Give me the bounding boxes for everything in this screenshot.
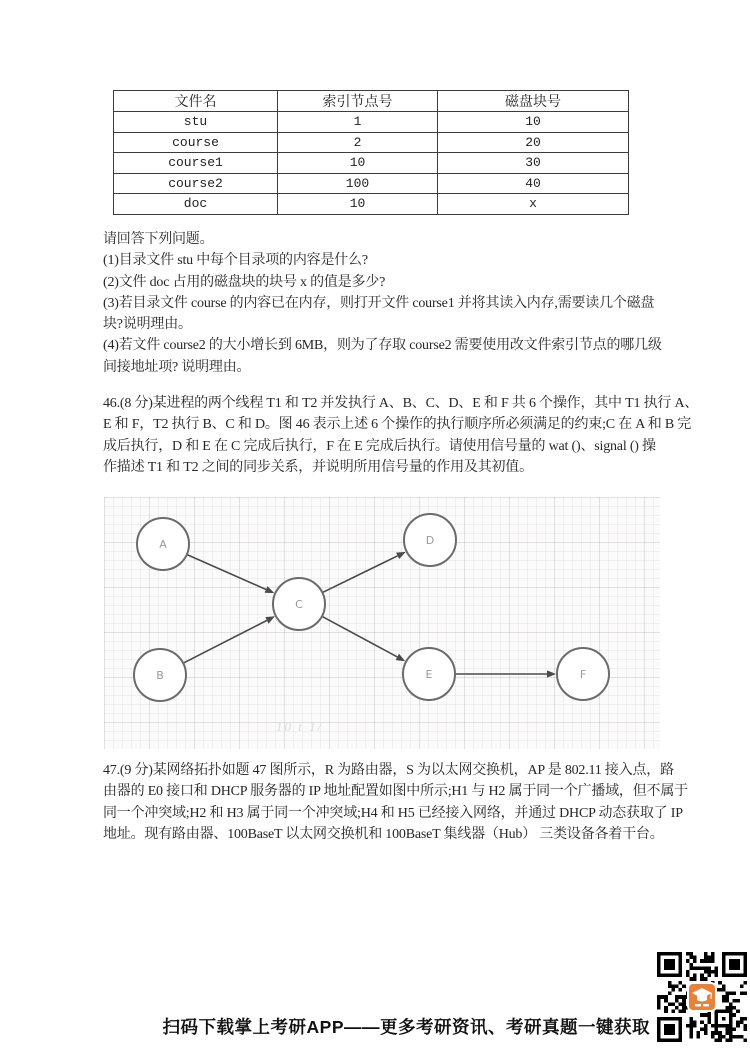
qr-module — [700, 974, 704, 978]
qr-module — [740, 992, 744, 996]
qr-module — [697, 1035, 701, 1039]
qr-module — [704, 952, 708, 956]
column-header-filename: 文件名 — [114, 91, 278, 112]
qr-module — [689, 1031, 693, 1035]
table-cell: 20 — [438, 132, 629, 153]
qr-module — [743, 1038, 747, 1042]
table-cell: course — [114, 132, 278, 153]
qr-module — [729, 1002, 733, 1006]
qr-module — [675, 999, 679, 1003]
qr-module — [689, 1017, 693, 1021]
qr-module — [671, 988, 675, 992]
qr-module — [715, 1028, 719, 1032]
file-index-table — [113, 90, 629, 215]
table-row — [114, 153, 629, 174]
scan-artifact-text: 10 t 1/ — [276, 719, 324, 734]
qr-module — [718, 1035, 722, 1039]
qr-module — [707, 966, 711, 970]
figure-46-precedence-graph — [104, 497, 660, 749]
node-label-C: C — [295, 598, 303, 611]
qr-module — [657, 1006, 661, 1010]
qr-module — [679, 995, 683, 999]
qr-module — [682, 1006, 686, 1010]
table-cell: x — [438, 194, 629, 215]
qr-module — [715, 974, 719, 978]
edge-C-D — [322, 556, 397, 593]
question-47-paragraph — [103, 760, 688, 845]
qr-module — [743, 1024, 747, 1028]
qr-module — [689, 1035, 693, 1039]
qr-module — [657, 1002, 661, 1006]
qr-module — [715, 1031, 719, 1035]
qr-module — [707, 974, 711, 978]
table-cell: stu — [114, 112, 278, 133]
qr-module — [718, 981, 722, 985]
qr-module — [686, 1024, 690, 1028]
qr-module — [707, 956, 711, 960]
qr-module — [697, 966, 701, 970]
qr-module — [664, 1010, 668, 1014]
qr-module — [722, 988, 726, 992]
text-line: 块?说明理由。 — [103, 317, 192, 333]
qr-module — [722, 984, 726, 988]
qr-module — [693, 974, 697, 978]
qr-module — [707, 1020, 711, 1024]
qr-module — [715, 1038, 719, 1042]
qr-module — [657, 995, 661, 999]
qr-module — [715, 970, 719, 974]
qr-module — [740, 1017, 744, 1021]
qr-module — [707, 970, 711, 974]
edge-C-E — [322, 616, 397, 657]
qr-module — [700, 1020, 704, 1024]
node-label-D: D — [425, 534, 435, 547]
table-row — [114, 132, 629, 153]
table-cell: 40 — [438, 173, 629, 194]
qr-module — [689, 1024, 693, 1028]
qr-module — [733, 1028, 737, 1032]
qr-module — [704, 1028, 708, 1032]
qr-module — [700, 977, 704, 981]
qr-module — [664, 995, 668, 999]
qr-module — [668, 984, 672, 988]
qr-module — [664, 999, 668, 1003]
qr-module — [715, 966, 719, 970]
qr-module — [729, 992, 733, 996]
node-label-E: E — [425, 668, 433, 681]
qr-module — [725, 999, 729, 1003]
qr-center-logo — [687, 982, 717, 1012]
qr-module — [686, 974, 690, 978]
graduation-cap-icon — [690, 985, 714, 1009]
qr-module — [682, 1002, 686, 1006]
qr-module — [736, 999, 740, 1003]
qr-module — [689, 956, 693, 960]
qr-module — [664, 1006, 668, 1010]
qr-module — [689, 977, 693, 981]
arrowhead-A-C — [265, 586, 275, 593]
qr-module — [704, 1031, 708, 1035]
qr-module — [704, 966, 708, 970]
qr-module — [675, 995, 679, 999]
qr-module — [671, 1002, 675, 1006]
qr-module — [686, 959, 690, 963]
table-row — [114, 173, 629, 194]
qr-module — [686, 970, 690, 974]
qr-module — [725, 1028, 729, 1032]
text-line: (2)文件 doc 占用的磁盘块的块号 x 的值是多少? — [103, 274, 386, 290]
qr-module — [736, 1035, 740, 1039]
qr-module — [725, 995, 729, 999]
qr-module — [671, 984, 675, 988]
qr-module — [679, 988, 683, 992]
qr-module — [733, 1013, 737, 1017]
qr-module — [743, 981, 747, 985]
table-cell: course1 — [114, 153, 278, 174]
qr-module — [736, 1010, 740, 1014]
followup-questions-paragraph — [103, 229, 663, 378]
qr-module — [718, 1038, 722, 1042]
qr-module — [740, 1035, 744, 1039]
qr-module — [711, 956, 715, 960]
arrowhead-E-F — [547, 670, 556, 677]
qr-module — [679, 1002, 683, 1006]
qr-module — [693, 1024, 697, 1028]
qr-module — [704, 977, 708, 981]
table-cell: 1 — [278, 112, 438, 133]
qr-module — [689, 952, 693, 956]
table-cell: 10 — [278, 194, 438, 215]
qr-module — [668, 992, 672, 996]
qr-module — [704, 956, 708, 960]
qr-module — [729, 1006, 733, 1010]
qr-module — [679, 981, 683, 985]
qr-module — [711, 1024, 715, 1028]
qr-module — [707, 1013, 711, 1017]
qr-module — [682, 999, 686, 1003]
qr-module — [657, 999, 661, 1003]
qr-module — [704, 1024, 708, 1028]
file-table-body — [114, 112, 629, 215]
qr-module — [733, 999, 737, 1003]
text-line: 成后执行，D 和 E 在 C 完成后执行，F 在 E 完成后执行。请使用信号量的 wat ()、signal () 操 — [103, 438, 656, 454]
qr-module — [689, 1020, 693, 1024]
arrowhead-C-E — [396, 654, 406, 661]
qr-module — [722, 1035, 726, 1039]
qr-module — [679, 1010, 683, 1014]
qr-module — [704, 970, 708, 974]
text-line: 地址。现有路由器、100BaseT 以太网交换机和 100BaseT 集线器（Hub） 三类设备各着干台。 — [103, 826, 664, 842]
qr-module — [668, 981, 672, 985]
qr-module — [682, 1010, 686, 1014]
qr-module — [711, 959, 715, 963]
qr-module — [740, 1020, 744, 1024]
table-cell: 100 — [278, 173, 438, 194]
table-cell: course2 — [114, 173, 278, 194]
qr-module — [733, 992, 737, 996]
qr-module — [682, 995, 686, 999]
text-line: 47.(9 分)某网络拓扑如题 47 图所示，R 为路由器，S 为以太网交换机，AP 是 802.11 接入点，路 — [103, 763, 674, 778]
text-line: 请回答下列问题。 — [103, 232, 214, 247]
qr-module — [700, 1013, 704, 1017]
table-row — [114, 112, 629, 133]
qr-module — [743, 1017, 747, 1021]
qr-module — [689, 966, 693, 970]
arrowhead-B-C — [265, 616, 275, 623]
table-cell: 10 — [438, 112, 629, 133]
text-line: (4)若文件 course2 的大小增长到 6MB，则为了存取 course2 需要使用改文件索引节点的哪几级 — [103, 338, 662, 354]
arrowhead-C-D — [396, 552, 406, 559]
edge-B-C — [183, 620, 267, 663]
qr-module — [722, 995, 726, 999]
qr-module — [661, 995, 665, 999]
qr-module — [733, 1006, 737, 1010]
text-line: (3)若目录文件 course 的内容已在内存，则打开文件 course1 并将其读入内存,需要读几个磁盘 — [103, 295, 655, 311]
qr-module — [729, 1038, 733, 1042]
qr-module — [740, 984, 744, 988]
precedence-graph-svg — [104, 497, 660, 749]
footer-promo-text: 扫码下载掌上考研APP——更多考研资讯、考研真题一键获取 — [162, 1017, 650, 1037]
qr-module — [700, 959, 704, 963]
node-label-F: F — [579, 668, 587, 681]
qr-module — [693, 977, 697, 981]
qr-module — [725, 1031, 729, 1035]
qr-module — [718, 1031, 722, 1035]
edge-A-C — [187, 554, 266, 589]
text-line: E 和 F，T2 执行 B、C 和 D。图 46 表示上述 6 个操作的执行顺序所必须满足的约束;C 在 A 和 B 完 — [103, 417, 692, 433]
table-cell: doc — [114, 194, 278, 215]
qr-module — [729, 1035, 733, 1039]
qr-module — [729, 959, 740, 970]
text-line: 间接地址项? 说明理由。 — [103, 359, 251, 375]
column-header-diskblock: 磁盘块号 — [438, 91, 629, 112]
qr-module — [729, 1031, 733, 1035]
qr-module — [693, 966, 697, 970]
qr-module — [671, 1010, 675, 1014]
qr-module — [725, 992, 729, 996]
qr-module — [718, 988, 722, 992]
text-line: (1)目录文件 stu 中每个目录项的内容是什么? — [103, 253, 368, 269]
qr-module — [711, 952, 715, 956]
qr-module — [675, 1006, 679, 1010]
text-line: 由器的 E0 接口和 DHCP 服务器的 IP 地址配置如图中所示;H1 与 H2 属于同一个广播域，但不属于 — [103, 784, 688, 800]
qr-module — [704, 959, 708, 963]
qr-module — [743, 992, 747, 996]
qr-module — [736, 1020, 740, 1024]
qr-module — [689, 963, 693, 967]
qr-module — [664, 1024, 675, 1035]
text-line: 同一个冲突域;H2 和 H3 属于同一个冲突域;H4 和 H5 已经接入网络，并通过 DHCP 动态获取了 IP — [103, 805, 683, 821]
text-line: 作描述 T1 和 T2 之间的同步关系，并说明所用信号量的作用及其初值。 — [103, 459, 533, 475]
qr-module — [725, 1006, 729, 1010]
qr-module — [711, 1035, 715, 1039]
qr-module — [733, 1035, 737, 1039]
qr-module — [693, 956, 697, 960]
qr-module — [664, 959, 675, 970]
qr-module — [707, 1017, 711, 1021]
qr-module — [711, 970, 715, 974]
table — [113, 90, 629, 215]
qr-module — [668, 1002, 672, 1006]
qr-module — [729, 1028, 733, 1032]
qr-module — [689, 1028, 693, 1032]
qr-module — [722, 1017, 726, 1021]
text-line: 46.(8 分)某进程的两个线程 T1 和 T2 并发执行 A、B、C、D、E 和 F 共 6 个操作，其中 T1 执行 A、 — [103, 396, 699, 411]
table-cell: 2 — [278, 132, 438, 153]
qr-module — [711, 1031, 715, 1035]
question-46-paragraph — [103, 393, 699, 478]
table-header-row — [114, 91, 629, 112]
qr-module — [693, 1020, 697, 1024]
table-row — [114, 194, 629, 215]
node-label-B: B — [156, 669, 164, 682]
table-cell: 30 — [438, 153, 629, 174]
qr-module — [700, 966, 704, 970]
qr-module — [686, 952, 690, 956]
qr-module — [743, 1028, 747, 1032]
qr-module — [704, 1013, 708, 1017]
qr-module — [725, 1038, 729, 1042]
table-cell: 10 — [278, 153, 438, 174]
qr-module — [697, 1031, 701, 1035]
qr-module — [682, 984, 686, 988]
qr-module — [675, 984, 679, 988]
qr-module — [707, 959, 711, 963]
column-header-inode: 索引节点号 — [278, 91, 438, 112]
qr-module — [693, 959, 697, 963]
qr-module — [722, 999, 726, 1003]
qr-module — [736, 1024, 740, 1028]
node-label-A: A — [159, 538, 167, 551]
qr-module — [700, 1028, 704, 1032]
qr-code — [657, 952, 747, 1042]
